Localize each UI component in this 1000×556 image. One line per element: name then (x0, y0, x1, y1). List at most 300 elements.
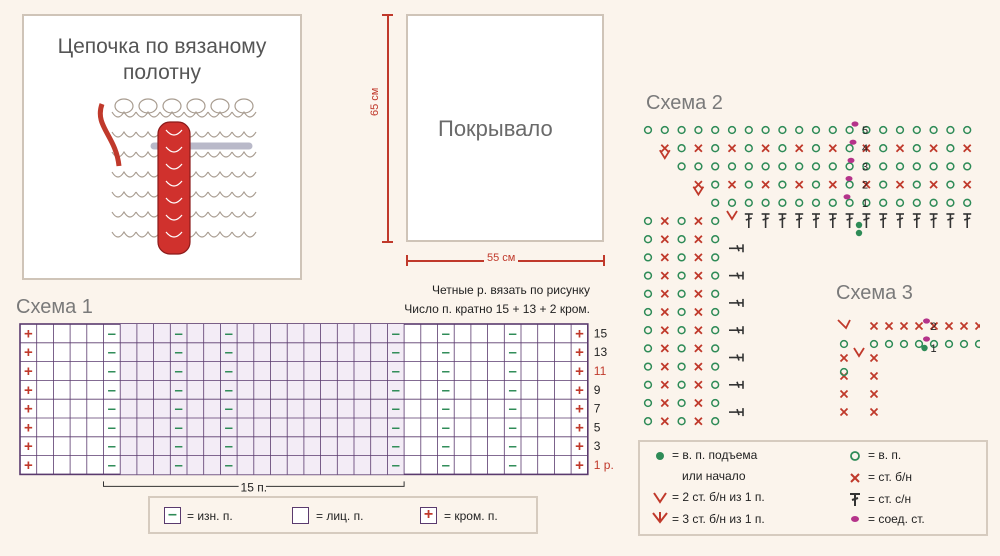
purl-stitch-mark: – (224, 325, 233, 343)
chain-mark (779, 127, 786, 134)
edge-stitch-mark: + (575, 344, 584, 362)
chain-mark (846, 199, 853, 206)
purl-stitch-mark: – (224, 381, 233, 399)
purl-stitch-mark: – (174, 325, 183, 343)
dc-mark (745, 214, 753, 228)
sc-mark (841, 391, 848, 398)
chain-mark (712, 400, 719, 407)
edge-stitch-mark: + (23, 400, 33, 418)
dc-mark (913, 214, 921, 228)
edge-stitch-mark: + (575, 419, 584, 437)
sc-mark (829, 145, 836, 152)
sc-mark (695, 381, 702, 388)
chain-mark (813, 181, 820, 188)
purl-stitch-mark: – (508, 344, 517, 362)
row-label: 3 (593, 439, 601, 454)
dc-mark (729, 244, 743, 252)
chain-mark (712, 254, 719, 261)
chain-mark (813, 163, 820, 170)
chain-mark (947, 181, 954, 188)
chain-mark (695, 163, 702, 170)
blanket-panel (406, 14, 604, 242)
legend-slst: = соед. ст. (868, 512, 925, 526)
chain-mark (678, 363, 685, 370)
slip-stitch-mark (923, 318, 930, 323)
purl-stitch-mark: – (441, 381, 451, 399)
dc-mark (762, 214, 770, 228)
chain-mark (829, 199, 836, 206)
chain-mark (645, 363, 652, 370)
chain-mark (762, 127, 769, 134)
chain-mark (678, 127, 685, 134)
chain-mark (645, 381, 652, 388)
chain-mark (913, 145, 920, 152)
purl-stitch-mark: – (441, 344, 451, 362)
sc-mark (930, 181, 937, 188)
chain-mark (779, 199, 786, 206)
start-mark (856, 230, 862, 236)
legend-knit: = лиц. п. (316, 509, 364, 523)
sc-mark (661, 327, 668, 334)
sc-mark (695, 254, 702, 261)
two-sc-mark (727, 211, 737, 219)
edge-stitch-mark: + (23, 381, 33, 399)
sc-mark (661, 418, 668, 425)
chain-mark (846, 127, 853, 134)
chain-mark (712, 218, 719, 225)
sc-mark (946, 323, 953, 330)
knitting-illustration (24, 96, 300, 266)
round-label: 3 (862, 161, 869, 174)
chain-mark (645, 309, 652, 316)
height-label: 65 см (369, 87, 381, 116)
chain-mark (946, 341, 953, 348)
chain-mark (712, 127, 719, 134)
chain-mark (645, 254, 652, 261)
chain-mark (796, 127, 803, 134)
chain-mark (729, 163, 736, 170)
chain-mark (745, 145, 752, 152)
chain-mark (880, 145, 887, 152)
purl-stitch-mark: – (224, 419, 233, 437)
purl-stitch-mark: – (391, 344, 400, 362)
chain-mark (913, 199, 920, 206)
chain-mark (678, 327, 685, 334)
repeat-label: 15 п. (240, 480, 268, 495)
two-sc-icon (654, 493, 666, 502)
slip-stitch-mark (844, 194, 851, 199)
sc-mark (695, 418, 702, 425)
chain-mark (678, 145, 685, 152)
purl-stitch-mark: – (441, 400, 451, 418)
purl-symbol-icon: – (164, 507, 181, 524)
chain-mark (712, 418, 719, 425)
legend-edge: = кром. п. (444, 509, 498, 523)
edge-stitch-mark: + (23, 419, 33, 437)
purl-stitch-mark: – (107, 363, 117, 380)
chain-mark (729, 199, 736, 206)
purl-stitch-mark: – (508, 419, 517, 437)
chain-mark (976, 341, 980, 348)
chain-mark (947, 145, 954, 152)
chain-mark (712, 345, 719, 352)
chain-mark (762, 199, 769, 206)
start-mark (856, 222, 862, 228)
purl-stitch-mark: – (107, 438, 117, 456)
chain-mark (645, 127, 652, 134)
chain-mark (829, 127, 836, 134)
edge-stitch-mark: + (23, 363, 33, 380)
illustration-panel (22, 14, 302, 280)
slip-stitch-mark (850, 140, 857, 145)
chain-mark (745, 199, 752, 206)
legend-dc: = ст. с/н (868, 492, 912, 506)
chain-mark (712, 327, 719, 334)
chain-mark (762, 163, 769, 170)
slip-stitch-mark (923, 336, 930, 341)
sc-mark (886, 323, 893, 330)
chain-mark (678, 163, 685, 170)
chain-mark (813, 127, 820, 134)
chain-mark (913, 163, 920, 170)
purl-stitch-mark: – (107, 381, 117, 399)
three-sc-mark (838, 320, 850, 328)
sc-mark (729, 145, 736, 152)
dc-mark (778, 214, 786, 228)
purl-stitch-mark: – (107, 325, 117, 343)
purl-stitch-mark: – (441, 438, 451, 456)
chain-mark (645, 327, 652, 334)
dc-mark (946, 214, 954, 228)
three-sc-icon (653, 512, 667, 522)
chain-mark (841, 341, 848, 348)
chain-mark (712, 181, 719, 188)
sc-mark (729, 181, 736, 188)
chain-mark (897, 127, 904, 134)
purl-stitch-mark: – (107, 419, 117, 437)
purl-stitch-mark: – (391, 457, 400, 474)
row-label: 5 (593, 420, 601, 435)
sc-mark (661, 345, 668, 352)
sc-mark (695, 400, 702, 407)
sc-mark (695, 309, 702, 316)
illustration-title: Цепочка по вязаному полотну (57, 35, 267, 84)
purl-stitch-mark: – (224, 457, 233, 474)
edge-stitch-mark: + (575, 400, 584, 418)
chain-mark (729, 127, 736, 134)
sc-mark (661, 290, 668, 297)
chain-mark (913, 127, 920, 134)
slip-stitch-mark (848, 158, 855, 163)
legend-start-line1: = в. п. подъема (672, 448, 758, 462)
sc-mark (661, 236, 668, 243)
chain-mark (645, 418, 652, 425)
edge-stitch-mark: + (23, 325, 33, 343)
purl-stitch-mark: – (508, 363, 517, 380)
chain-mark (964, 199, 971, 206)
sc-mark (796, 181, 803, 188)
chain-mark (712, 309, 719, 316)
chain-mark (961, 341, 968, 348)
chain-mark (829, 163, 836, 170)
start-mark (921, 345, 927, 351)
chain-mark (645, 400, 652, 407)
edge-stitch-mark: + (23, 344, 33, 362)
scheme1-note-line2: Число п. кратно 15 + 13 + 2 кром. (404, 302, 590, 316)
blanket-label: Покрывало (438, 116, 553, 141)
chain-stitch-icon (158, 122, 190, 254)
chain-mark (712, 163, 719, 170)
chain-mark (916, 341, 923, 348)
chain-mark (897, 163, 904, 170)
sc-mark (976, 323, 981, 330)
purl-stitch-mark: – (391, 400, 400, 418)
chain-mark (678, 418, 685, 425)
sc-mark (661, 400, 668, 407)
dc-mark (963, 214, 971, 228)
chain-mark (645, 272, 652, 279)
purl-stitch-mark: – (224, 438, 233, 456)
sc-mark (762, 181, 769, 188)
chain-mark (897, 199, 904, 206)
row-label: 11 (593, 364, 607, 378)
sc-mark (916, 323, 923, 330)
chain-mark (779, 145, 786, 152)
chain-mark (947, 199, 954, 206)
purl-stitch-mark: – (174, 419, 183, 437)
dc-icon (850, 494, 860, 506)
chain-mark (930, 163, 937, 170)
scheme1-note-line1: Четные р. вязать по рисунку (432, 283, 590, 297)
chain-mark (678, 345, 685, 352)
sc-mark (871, 391, 878, 398)
row-label: 13 (593, 345, 608, 360)
purl-stitch-mark: – (107, 400, 117, 418)
start-stitch-icon (656, 452, 664, 460)
sc-mark (897, 181, 904, 188)
two-sc-mark (660, 150, 670, 158)
round-label: 4 (862, 143, 869, 156)
chain-mark (678, 236, 685, 243)
chain-mark (880, 127, 887, 134)
chain-mark (880, 199, 887, 206)
dc-mark (729, 381, 743, 389)
legend1 (148, 496, 538, 534)
chain-mark (645, 218, 652, 225)
dc-mark (896, 214, 904, 228)
chain-mark (841, 369, 848, 376)
sc-mark (661, 363, 668, 370)
slip-stitch-mark (852, 121, 859, 126)
chain-mark (779, 163, 786, 170)
chain-mark (678, 254, 685, 261)
legend2 (638, 440, 988, 536)
chain-mark (678, 218, 685, 225)
purl-stitch-mark: – (174, 344, 183, 362)
purl-stitch-mark: – (391, 381, 400, 399)
sc-mark (695, 272, 702, 279)
chain-mark (913, 181, 920, 188)
purl-stitch-mark: – (224, 344, 233, 362)
sc-mark (661, 145, 668, 152)
chain-mark (678, 272, 685, 279)
dc-mark (729, 408, 743, 416)
purl-stitch-mark: – (508, 381, 517, 399)
purl-stitch-mark: – (174, 438, 183, 456)
chain-mark (846, 181, 853, 188)
dc-mark (795, 214, 803, 228)
edge-stitch-mark: + (575, 363, 584, 380)
purl-stitch-mark: – (174, 363, 183, 380)
edge-stitch-mark: + (575, 381, 584, 399)
sc-mark (796, 145, 803, 152)
chain-mark (964, 127, 971, 134)
chain-mark (745, 163, 752, 170)
row-label: 9 (593, 382, 601, 397)
purl-stitch-mark: – (224, 363, 233, 380)
chain-mark (846, 163, 853, 170)
edge-stitch-mark: + (23, 457, 33, 474)
scheme1-title: Схема 1 (16, 296, 93, 318)
sc-mark (841, 355, 848, 362)
purl-stitch-mark: – (441, 363, 451, 380)
chain-mark (645, 236, 652, 243)
chain-mark (712, 236, 719, 243)
knit-symbol-icon (292, 507, 309, 524)
purl-stitch-mark: – (508, 457, 517, 474)
sc-mark (661, 254, 668, 261)
height-dimension-line (387, 14, 389, 242)
chain-mark (813, 145, 820, 152)
purl-stitch-mark: – (391, 325, 400, 343)
dc-mark (729, 299, 743, 307)
sc-mark (695, 181, 702, 188)
sc-mark (762, 145, 769, 152)
chain-icon (851, 452, 859, 460)
purl-stitch-mark: – (441, 325, 451, 343)
sc-mark (897, 145, 904, 152)
legend-three-sc: = 3 ст. б/н из 1 п. (672, 512, 765, 526)
purl-stitch-mark: – (391, 419, 400, 437)
sc-mark (661, 272, 668, 279)
dc-mark (879, 214, 887, 228)
sc-mark (829, 181, 836, 188)
edge-symbol-icon: + (420, 507, 437, 524)
chain-mark (661, 127, 668, 134)
chain-mark (712, 145, 719, 152)
scheme3-title: Схема 3 (836, 282, 913, 304)
chain-mark (779, 181, 786, 188)
purl-stitch-mark: – (174, 381, 183, 399)
purl-stitch-mark: – (107, 457, 117, 474)
purl-stitch-mark: – (508, 438, 517, 456)
sc-mark (964, 145, 971, 152)
purl-stitch-mark: – (174, 400, 183, 418)
purl-stitch-mark: – (391, 438, 400, 456)
chain-mark (712, 363, 719, 370)
dc-mark (729, 272, 743, 280)
edge-stitch-mark: + (575, 325, 584, 343)
round-label: 2 (930, 321, 937, 333)
scheme1-grid (0, 318, 640, 498)
sc-mark (661, 309, 668, 316)
chain-mark (678, 290, 685, 297)
legend-purl: = изн. п. (187, 509, 233, 523)
round-label: 5 (862, 125, 869, 137)
edge-stitch-mark: + (575, 438, 584, 456)
sc-mark (901, 323, 908, 330)
chain-mark (745, 127, 752, 134)
sc-mark (871, 373, 878, 380)
width-label: 55 см (484, 252, 518, 264)
purl-stitch-mark: – (441, 419, 451, 437)
scheme3-diagram (830, 310, 980, 425)
chain-mark (678, 381, 685, 388)
two-sc-mark (693, 187, 703, 195)
chain-mark (745, 181, 752, 188)
chain-mark (712, 290, 719, 297)
chain-mark (947, 163, 954, 170)
chain-mark (930, 127, 937, 134)
chain-mark (645, 345, 652, 352)
chain-mark (846, 145, 853, 152)
chain-mark (712, 199, 719, 206)
sc-mark (695, 327, 702, 334)
purl-stitch-mark: – (508, 400, 517, 418)
sc-mark (964, 181, 971, 188)
sc-icon (851, 474, 859, 482)
purl-stitch-mark: – (174, 457, 183, 474)
chain-mark (901, 341, 908, 348)
sc-mark (871, 323, 878, 330)
legend-sc: = ст. б/н (868, 470, 913, 484)
sc-mark (695, 145, 702, 152)
sc-mark (930, 145, 937, 152)
legend-ch: = в. п. (868, 448, 902, 462)
chain-mark (712, 272, 719, 279)
chain-mark (880, 181, 887, 188)
edge-stitch-mark: + (575, 457, 584, 474)
sc-mark (695, 363, 702, 370)
chain-mark (947, 127, 954, 134)
legend-two-sc: = 2 ст. б/н из 1 п. (672, 490, 765, 504)
row-label: 15 (593, 326, 608, 341)
chain-mark (796, 199, 803, 206)
round-label: 1 (930, 343, 937, 355)
two-sc-mark (854, 348, 864, 356)
sc-mark (871, 355, 878, 362)
chain-mark (695, 127, 702, 134)
round-label: 1 (862, 197, 869, 210)
row-label: 7 (593, 401, 601, 416)
dc-mark (729, 354, 743, 362)
chain-mark (712, 381, 719, 388)
chain-mark (813, 199, 820, 206)
dc-mark (729, 326, 743, 334)
legend-start-line2: или начало (682, 469, 746, 483)
sc-mark (661, 381, 668, 388)
slip-stitch-icon (851, 516, 859, 522)
dc-mark (846, 214, 854, 228)
sc-mark (841, 409, 848, 416)
sc-mark (695, 290, 702, 297)
chain-mark (645, 290, 652, 297)
sc-mark (695, 236, 702, 243)
purl-stitch-mark: – (391, 363, 400, 380)
sc-mark (695, 345, 702, 352)
sc-mark (871, 409, 878, 416)
chain-mark (678, 309, 685, 316)
